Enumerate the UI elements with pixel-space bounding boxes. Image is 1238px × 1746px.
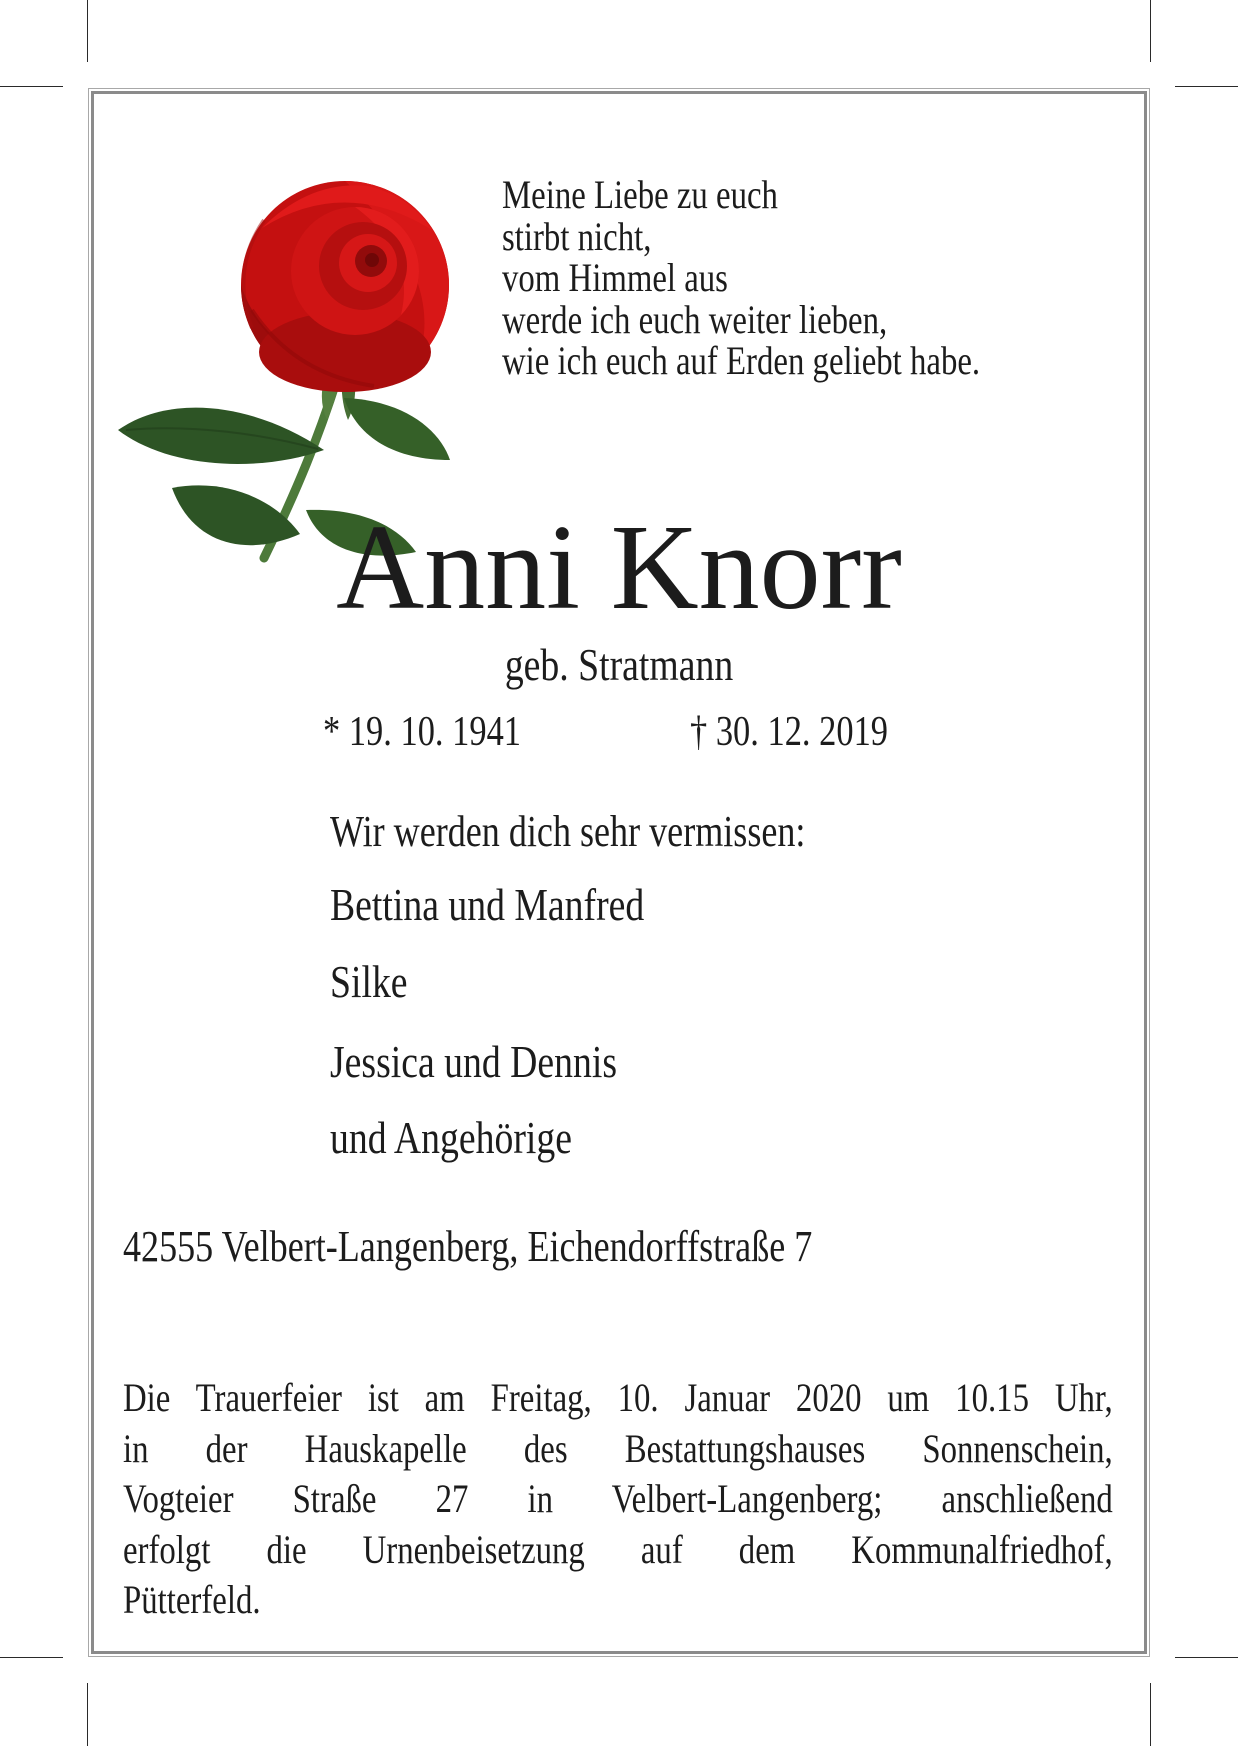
memorial-verse-line: wie ich euch auf Erden geliebt habe. (502, 338, 981, 383)
memorial-verse-line: werde ich euch weiter lieben, (502, 296, 888, 342)
memorial-verse (502, 174, 980, 382)
mourner-name: und Angehörige (330, 1112, 573, 1163)
funeral-notice (123, 1373, 1113, 1626)
crop-mark-top-right-horizontal (1175, 86, 1238, 87)
memorial-verse-line: stirbt nicht, (502, 213, 652, 259)
memorial-verse-line: Meine Liebe zu euch (502, 172, 778, 217)
crop-mark-top-right-vertical (1150, 0, 1151, 62)
crop-mark-bottom-left-vertical (87, 1683, 88, 1746)
crop-mark-bottom-right-vertical (1150, 1683, 1151, 1746)
funeral-notice-line: erfolgt die Urnenbeisetzung auf dem Kommunalfriedhof, (123, 1526, 1113, 1572)
crop-mark-bottom-right-horizontal (1175, 1657, 1238, 1658)
funeral-notice-line: Die Trauerfeier ist am Freitag, 10. Januar 2020 um 10.15 Uhr, (123, 1375, 1113, 1420)
crop-mark-top-left-vertical (87, 0, 88, 62)
crop-mark-bottom-left-horizontal (0, 1657, 63, 1658)
deceased-name: Anni Knorr (336, 500, 902, 635)
mourner-name: Bettina und Manfred (330, 879, 645, 930)
funeral-notice-line: Vogteier Straße 27 in Velbert-Langenberg; anschließend (123, 1476, 1113, 1521)
maiden-name: geb. Stratmann (504, 639, 734, 690)
funeral-notice-line: Pütterfeld. (123, 1577, 261, 1622)
memorial-verse-line: vom Himmel aus (502, 255, 728, 300)
crop-mark-top-left-horizontal (0, 86, 63, 87)
mourner-name: Jessica und Dennis (330, 1036, 618, 1087)
mourner-name: Silke (330, 956, 408, 1007)
birth-date: * 19. 10. 1941 (323, 709, 522, 755)
family-address: 42555 Velbert-Langenberg, Eichendorffstraße 7 (123, 1222, 813, 1271)
death-date: † 30. 12. 2019 (690, 709, 889, 755)
funeral-notice-line: in der Hauskapelle des Bestattungshauses Sonnenschein, (123, 1425, 1113, 1471)
farewell-intro: Wir werden dich sehr vermissen: (330, 807, 806, 856)
